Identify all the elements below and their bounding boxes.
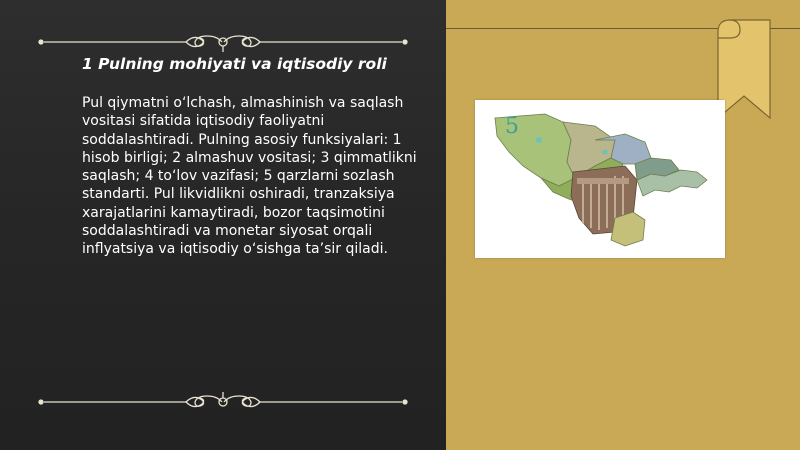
uzbekistan-map-image [475, 100, 725, 258]
slide-title: 1 Pulning mohiyati va iqtisodiy roli [82, 55, 387, 73]
map-numeral-label: 5 [505, 114, 519, 139]
slide-body-text: Pul qiymatni o‘lchash, almashinish va saqlash vositasi sifatida iqtisodiy faoliyatni soddalashtiradi. Pulning asosiy funksiyalari: 1 hisob birligi; 2 almashuv vositasi; 3 qimmatlikni saqlash; 4 to‘lov vazifasi; 5 qarzlarni sozlash standarti. Pul likvidlikni oshiradi, tranzaksiya xarajatlarini kamaytiradi, bozor taqsimotini soddalashtiradi va monetar siyosat orqali inflyatsiya va iqtisodiy o‘sishga ta’sir qiladi. [82, 95, 417, 258]
ornament-divider-icon [36, 30, 410, 54]
ornament-divider-icon [36, 390, 410, 414]
